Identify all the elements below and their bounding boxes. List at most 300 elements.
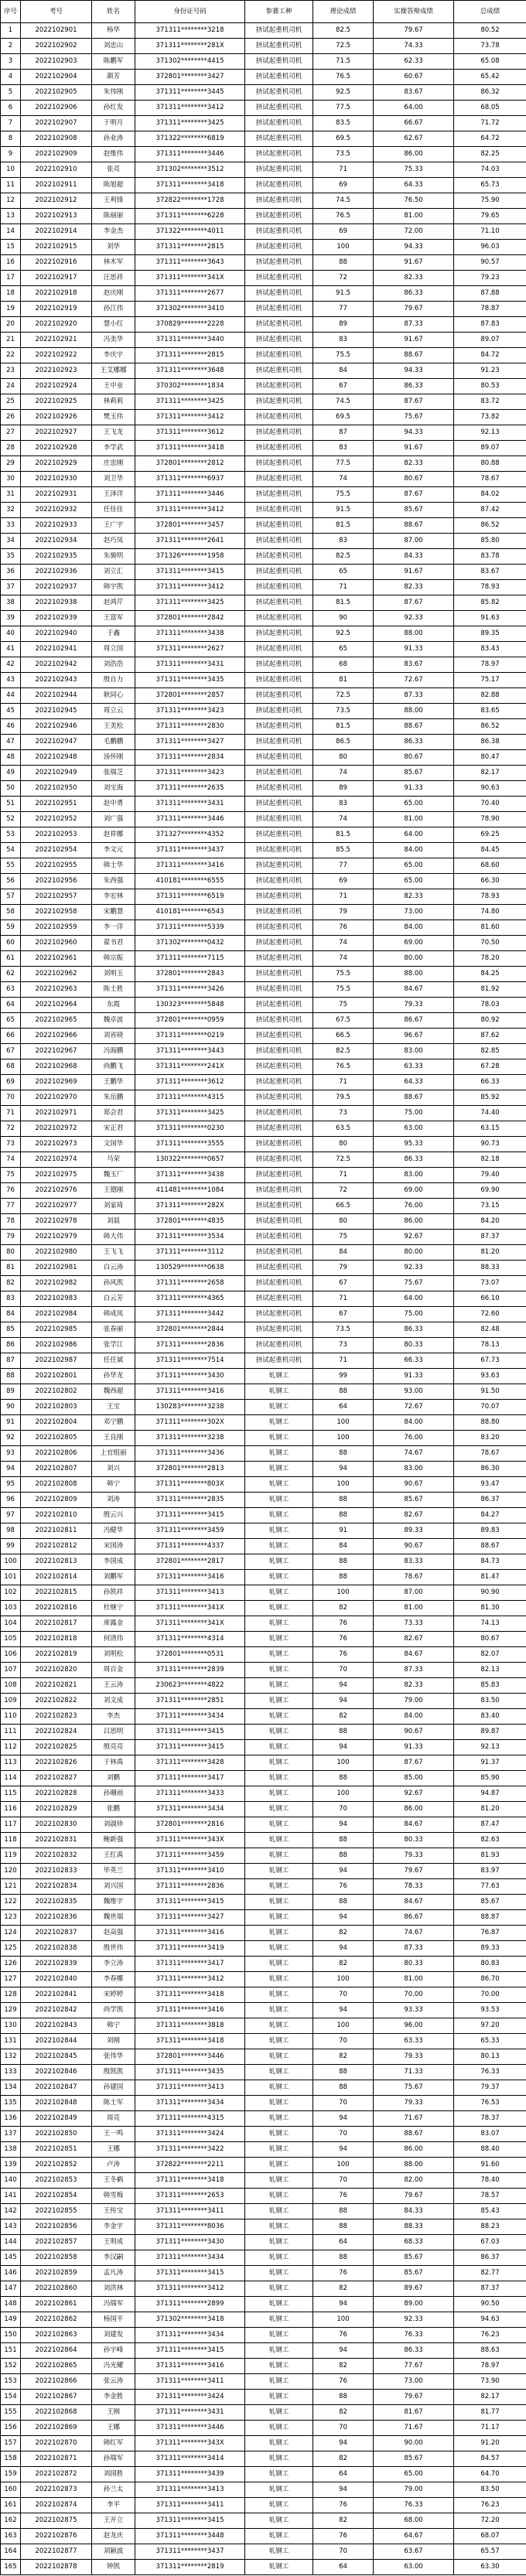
cell-practical-score: 87.67: [374, 487, 454, 503]
cell-exam-number: 2022102961: [21, 951, 92, 967]
cell-name: 赵高强: [92, 1926, 135, 1941]
cell-index: 150: [1, 2328, 21, 2343]
cell-name: 王鹏华: [92, 1075, 135, 1090]
table-row: [1, 363, 526, 379]
cell-total-score: 86.52: [454, 518, 526, 534]
cell-total-score: 91.50: [454, 1384, 526, 1400]
cell-index: 13: [1, 209, 21, 224]
cell-total-score: 85.43: [454, 2204, 526, 2219]
cell-exam-number: 2022102949: [21, 766, 92, 781]
cell-total-score: 68.05: [454, 101, 526, 116]
cell-exam-number: 2022102836: [21, 1910, 92, 1926]
cell-id-number: 372801********3446: [135, 2049, 245, 2065]
cell-id-number: 371311********7115: [135, 951, 245, 967]
cell-name: 赵庆刚: [92, 286, 135, 302]
cell-practical-score: 82.33: [374, 271, 454, 286]
cell-trade: 挤试起重机司机: [245, 1044, 313, 1059]
cell-exam-number: 2022102936: [21, 565, 92, 580]
table-row: [1, 1106, 526, 1121]
cell-practical-score: 86.67: [374, 1910, 454, 1926]
cell-trade: 挤试起重机司机: [245, 333, 313, 348]
cell-trade: 挤试起重机司机: [245, 1090, 313, 1106]
cell-practical-score: 73.33: [374, 1616, 454, 1632]
cell-practical-score: 92.33: [374, 1261, 454, 1276]
table-row: [1, 286, 526, 302]
cell-practical-score: 89.00: [374, 2297, 454, 2312]
cell-theory-score: 94: [313, 2142, 374, 2158]
cell-name: 张云涛: [92, 2374, 135, 2390]
cell-practical-score: 96.67: [374, 1029, 454, 1044]
cell-trade: 轧钢工: [245, 1725, 313, 1740]
cell-theory-score: 67: [313, 1276, 374, 1291]
cell-theory-score: 76: [313, 2189, 374, 2204]
cell-name: 王美松: [92, 719, 135, 735]
cell-index: 64: [1, 998, 21, 1013]
cell-id-number: 371311********3434: [135, 1709, 245, 1725]
cell-name: 刘卫华: [92, 472, 135, 487]
cell-practical-score: 79.33: [374, 2096, 454, 2111]
cell-trade: 挤试起重机司机: [245, 39, 313, 54]
cell-theory-score: 73.5: [313, 704, 374, 719]
cell-theory-score: 94: [313, 1462, 374, 1477]
cell-id-number: 371311********3437: [135, 843, 245, 858]
cell-total-score: 85.67: [454, 1895, 526, 1910]
cell-trade: 轧钢工: [245, 2266, 313, 2281]
cell-trade: 挤试起重机司机: [245, 967, 313, 982]
cell-total-score: 76.53: [454, 2096, 526, 2111]
table-row: [1, 580, 526, 595]
cell-name: 朱岳鹏: [92, 1090, 135, 1106]
cell-theory-score: 82: [313, 2049, 374, 2065]
table-row: [1, 1786, 526, 1802]
cell-id-number: 371311********3818: [135, 2018, 245, 2034]
cell-practical-score: 88.67: [374, 518, 454, 534]
cell-id-number: 371311********3446: [135, 147, 245, 162]
cell-trade: 轧钢工: [245, 1446, 313, 1462]
table-row: [1, 2436, 526, 2451]
cell-trade: 轧钢工: [245, 2250, 313, 2266]
cell-practical-score: 64.33: [374, 1075, 454, 1090]
cell-id-number: 371311********282X: [135, 1199, 245, 1214]
cell-id-number: 371311********3459: [135, 1848, 245, 1864]
cell-trade: 挤试起重机司机: [245, 858, 313, 874]
cell-total-score: 78.93: [454, 580, 526, 595]
cell-exam-number: 2022102850: [21, 2127, 92, 2142]
table-row: [1, 2219, 526, 2235]
table-row: [1, 2235, 526, 2250]
cell-trade: 轧钢工: [245, 1740, 313, 1755]
cell-total-score: 80.13: [454, 2049, 526, 2065]
cell-name: 王良刚: [92, 1431, 135, 1446]
cell-name: 慧小红: [92, 317, 135, 333]
cell-theory-score: 76: [313, 1879, 374, 1895]
table-row: [1, 1725, 526, 1740]
cell-theory-score: 82: [313, 2513, 374, 2529]
cell-total-score: 88.80: [454, 1415, 526, 1431]
cell-total-score: 94.63: [454, 2312, 526, 2328]
cell-theory-score: 94: [313, 2482, 374, 2498]
cell-exam-number: 2022102942: [21, 657, 92, 673]
table-row: [1, 1957, 526, 1972]
cell-practical-score: 92.67: [374, 1230, 454, 1245]
cell-practical-score: 69.00: [374, 936, 454, 951]
cell-id-number: 371311********2819: [135, 2560, 245, 2575]
cell-name: 孙红发: [92, 101, 135, 116]
cell-name: 鲍新强: [92, 1833, 135, 1848]
cell-exam-number: 2022102934: [21, 534, 92, 549]
cell-total-score: 84.02: [454, 487, 526, 503]
cell-name: 樊玉伟: [92, 410, 135, 425]
cell-id-number: 371311********3648: [135, 363, 245, 379]
cell-practical-score: 90.67: [374, 1477, 454, 1493]
cell-id-number: 371311********6228: [135, 209, 245, 224]
cell-exam-number: 2022102925: [21, 394, 92, 410]
cell-total-score: 78.57: [454, 2189, 526, 2204]
cell-name: 白云涛: [92, 1261, 135, 1276]
table-row: [1, 441, 526, 456]
cell-theory-score: 75.5: [313, 487, 374, 503]
table-row: [1, 2374, 526, 2390]
cell-exam-number: 2022102984: [21, 1307, 92, 1322]
cell-id-number: 371311********2835: [135, 1493, 245, 1508]
cell-practical-score: 88.00: [374, 626, 454, 642]
table-row: [1, 255, 526, 271]
cell-trade: 挤试起重机司机: [245, 565, 313, 580]
cell-total-score: 67.03: [454, 2235, 526, 2250]
table-row: [1, 1508, 526, 1523]
cell-name: 王艾娜娜: [92, 363, 135, 379]
cell-theory-score: 82.5: [313, 23, 374, 39]
table-row: [1, 1802, 526, 1817]
cell-name: 孙华龙: [92, 1369, 135, 1384]
cell-index: 60: [1, 936, 21, 951]
cell-index: 112: [1, 1740, 21, 1755]
cell-trade: 挤试起重机司机: [245, 920, 313, 936]
cell-exam-number: 2022102959: [21, 920, 92, 936]
cell-name: 李庆宇: [92, 348, 135, 363]
cell-total-score: 83.67: [454, 565, 526, 580]
cell-id-number: 371311********3534: [135, 1230, 245, 1245]
cell-name: 刘明玉: [92, 967, 135, 982]
cell-trade: 挤试起重机司机: [245, 1276, 313, 1291]
cell-exam-number: 2022102930: [21, 472, 92, 487]
cell-theory-score: 100: [313, 1477, 374, 1493]
cell-total-score: 78.67: [454, 472, 526, 487]
cell-theory-score: 88: [313, 2204, 374, 2219]
cell-exam-number: 2022102876: [21, 2529, 92, 2544]
cell-trade: 轧钢工: [245, 2173, 313, 2189]
cell-index: 141: [1, 2189, 21, 2204]
cell-theory-score: 70: [313, 2544, 374, 2560]
cell-name: 李宏林: [92, 889, 135, 905]
cell-index: 155: [1, 2405, 21, 2421]
cell-trade: 轧钢工: [245, 2049, 313, 2065]
cell-trade: 轧钢工: [245, 2343, 313, 2359]
table-row: [1, 1755, 526, 1771]
cell-id-number: 371311********3431: [135, 657, 245, 673]
table-row: [1, 549, 526, 565]
cell-practical-score: 86.33: [374, 2343, 454, 2359]
cell-total-score: 66.33: [454, 1075, 526, 1090]
table-row: [1, 827, 526, 843]
cell-theory-score: 99: [313, 1369, 374, 1384]
cell-id-number: 371311********341X: [135, 1601, 245, 1616]
cell-exam-number: 2022102970: [21, 1090, 92, 1106]
cell-trade: 轧钢工: [245, 1879, 313, 1895]
cell-total-score: 74.13: [454, 1616, 526, 1632]
cell-name: 刘家琦: [92, 1199, 135, 1214]
cell-total-score: 76.23: [454, 2328, 526, 2343]
cell-exam-number: 2022102952: [21, 812, 92, 827]
cell-index: 36: [1, 565, 21, 580]
cell-practical-score: 87.00: [374, 534, 454, 549]
cell-exam-number: 2022102823: [21, 1709, 92, 1725]
cell-index: 23: [1, 363, 21, 379]
cell-total-score: 83.50: [454, 1694, 526, 1709]
cell-total-score: 82.77: [454, 2266, 526, 2281]
cell-theory-score: 76: [313, 2266, 374, 2281]
table-row: [1, 858, 526, 874]
cell-id-number: 371311********3431: [135, 797, 245, 812]
cell-total-score: 85.82: [454, 595, 526, 611]
cell-exam-number: 2022102870: [21, 2436, 92, 2451]
cell-theory-score: 64: [313, 2235, 374, 2250]
cell-index: 55: [1, 858, 21, 874]
cell-id-number: 371322********6819: [135, 131, 245, 147]
table-row: [1, 302, 526, 317]
cell-index: 114: [1, 1771, 21, 1786]
cell-theory-score: 90: [313, 611, 374, 626]
cell-theory-score: 71: [313, 1291, 374, 1307]
cell-index: 156: [1, 2421, 21, 2436]
cell-trade: 轧钢工: [245, 1647, 313, 1663]
header-id-number: 身份证号码: [135, 1, 245, 23]
cell-index: 87: [1, 1353, 21, 1369]
cell-total-score: 85.83: [454, 1678, 526, 1694]
cell-trade: 挤试起重机司机: [245, 162, 313, 178]
cell-trade: 挤试起重机司机: [245, 781, 313, 797]
cell-name: 王利锋: [92, 193, 135, 209]
table-row: [1, 812, 526, 827]
cell-index: 43: [1, 673, 21, 688]
cell-total-score: 80.67: [454, 1632, 526, 1647]
cell-practical-score: 79.67: [374, 302, 454, 317]
cell-id-number: 411481********1084: [135, 1183, 245, 1199]
cell-practical-score: 64.00: [374, 101, 454, 116]
cell-exam-number: 2022102965: [21, 1013, 92, 1029]
cell-theory-score: 86.5: [313, 735, 374, 750]
cell-practical-score: 91.33: [374, 1740, 454, 1755]
table-row: [1, 162, 526, 178]
table-row: [1, 1214, 526, 1230]
cell-exam-number: 2022102908: [21, 131, 92, 147]
cell-practical-score: 91.33: [374, 781, 454, 797]
cell-exam-number: 2022102987: [21, 1353, 92, 1369]
cell-index: 95: [1, 1477, 21, 1493]
cell-index: 107: [1, 1663, 21, 1678]
cell-exam-number: 2022102943: [21, 673, 92, 688]
cell-exam-number: 2022102843: [21, 2018, 92, 2034]
cell-practical-score: 94.33: [374, 240, 454, 255]
cell-id-number: 371311********281X: [135, 39, 245, 54]
cell-exam-number: 2022102835: [21, 1895, 92, 1910]
cell-id-number: 371311********3416: [135, 2003, 245, 2018]
cell-id-number: 371311********2677: [135, 286, 245, 302]
cell-index: 78: [1, 1214, 21, 1230]
cell-exam-number: 2022102852: [21, 2158, 92, 2173]
cell-index: 24: [1, 379, 21, 394]
table-row: [1, 1539, 526, 1554]
cell-id-number: 371311********3438: [135, 626, 245, 642]
cell-index: 31: [1, 487, 21, 503]
cell-index: 34: [1, 534, 21, 549]
table-row: [1, 2250, 526, 2266]
cell-id-number: 371311********3418: [135, 178, 245, 193]
cell-theory-score: 88: [313, 1833, 374, 1848]
cell-index: 83: [1, 1291, 21, 1307]
cell-id-number: 372801********2812: [135, 456, 245, 472]
cell-name: 李金杰: [92, 224, 135, 240]
cell-practical-score: 85.67: [374, 1493, 454, 1508]
cell-index: 120: [1, 1864, 21, 1879]
cell-theory-score: 81: [313, 673, 374, 688]
cell-trade: 挤试起重机司机: [245, 766, 313, 781]
cell-name: 冯瑞军: [92, 2297, 135, 2312]
cell-practical-score: 65.00: [374, 2467, 454, 2482]
cell-trade: 挤试起重机司机: [245, 595, 313, 611]
cell-index: 132: [1, 2049, 21, 2065]
table-row: [1, 1879, 526, 1895]
cell-total-score: 63.30: [454, 2560, 526, 2575]
cell-id-number: 371311********3436: [135, 1446, 245, 1462]
cell-name: 李金胜: [92, 2390, 135, 2405]
cell-theory-score: 82: [313, 2405, 374, 2421]
cell-trade: 轧钢工: [245, 1384, 313, 1400]
cell-index: 48: [1, 750, 21, 766]
cell-total-score: 82.17: [454, 766, 526, 781]
cell-index: 113: [1, 1755, 21, 1771]
cell-practical-score: 83.00: [374, 1044, 454, 1059]
cell-exam-number: 2022102933: [21, 518, 92, 534]
cell-trade: 挤试起重机司机: [245, 688, 313, 704]
cell-total-score: 91.37: [454, 1755, 526, 1771]
cell-theory-score: 82: [313, 1601, 374, 1616]
cell-name: 李立涛: [92, 1957, 135, 1972]
cell-total-score: 70.07: [454, 1400, 526, 1415]
table-row: [1, 534, 526, 549]
cell-exam-number: 2022102818: [21, 1632, 92, 1647]
cell-exam-number: 2022102935: [21, 549, 92, 565]
cell-trade: 挤试起重机司机: [245, 116, 313, 131]
cell-index: 75: [1, 1168, 21, 1183]
cell-total-score: 71.10: [454, 224, 526, 240]
cell-practical-score: 93.33: [374, 2003, 454, 2018]
cell-total-score: 70.00: [454, 1987, 526, 2003]
cell-exam-number: 2022102830: [21, 1817, 92, 1833]
table-row: [1, 1152, 526, 1168]
cell-index: 100: [1, 1554, 21, 1570]
cell-trade: 挤试起重机司机: [245, 750, 313, 766]
cell-name: 耿同心: [92, 688, 135, 704]
cell-theory-score: 100: [313, 240, 374, 255]
cell-total-score: 73.15: [454, 1199, 526, 1214]
cell-trade: 挤试起重机司机: [245, 147, 313, 162]
table-row: [1, 317, 526, 333]
cell-id-number: 371311********4315: [135, 2111, 245, 2127]
cell-id-number: 371311********3411: [135, 2374, 245, 2390]
cell-total-score: 73.78: [454, 39, 526, 54]
cell-practical-score: 82.33: [374, 889, 454, 905]
table-row: [1, 1245, 526, 1261]
header-row: [1, 1, 526, 23]
cell-theory-score: 75.5: [313, 967, 374, 982]
cell-theory-score: 74: [313, 812, 374, 827]
cell-total-score: 75.17: [454, 673, 526, 688]
cell-theory-score: 72: [313, 1183, 374, 1199]
cell-index: 126: [1, 1957, 21, 1972]
cell-total-score: 78.37: [454, 2111, 526, 2127]
cell-name: 周立云: [92, 704, 135, 719]
cell-theory-score: 72.5: [313, 1152, 374, 1168]
cell-practical-score: 88.67: [374, 348, 454, 363]
cell-index: 159: [1, 2467, 21, 2482]
cell-exam-number: 2022102867: [21, 2390, 92, 2405]
cell-exam-number: 2022102909: [21, 147, 92, 162]
cell-index: 153: [1, 2374, 21, 2390]
cell-name: 陈鹏军: [92, 54, 135, 70]
cell-practical-score: 86.00: [374, 2142, 454, 2158]
cell-trade: 轧钢工: [245, 2127, 313, 2142]
cell-theory-score: 76.5: [313, 1059, 374, 1075]
table-row: [1, 1446, 526, 1462]
cell-index: 123: [1, 1910, 21, 1926]
cell-theory-score: 76: [313, 2328, 374, 2343]
cell-practical-score: 79.33: [374, 2049, 454, 2065]
cell-name: 李文元: [92, 843, 135, 858]
table-row: [1, 750, 526, 766]
cell-exam-number: 2022102981: [21, 1261, 92, 1276]
cell-index: 9: [1, 147, 21, 162]
table-row: [1, 85, 526, 101]
cell-total-score: 74.40: [454, 1106, 526, 1121]
table-row: [1, 147, 526, 162]
cell-name: 吕思明: [92, 1725, 135, 1740]
cell-practical-score: 76.33: [374, 2328, 454, 2343]
cell-theory-score: 88: [313, 2250, 374, 2266]
table-row: [1, 394, 526, 410]
cell-theory-score: 68: [313, 657, 374, 673]
cell-name: 刘刚: [92, 2034, 135, 2049]
cell-total-score: 65.73: [454, 178, 526, 193]
cell-practical-score: 88.33: [374, 2219, 454, 2235]
cell-id-number: 371311********3412: [135, 1972, 245, 1987]
cell-total-score: 97.20: [454, 2018, 526, 2034]
table-row: [1, 1864, 526, 1879]
cell-trade: 挤试起重机司机: [245, 1291, 313, 1307]
cell-theory-score: 73.5: [313, 147, 374, 162]
cell-trade: 轧钢工: [245, 1771, 313, 1786]
table-row: [1, 240, 526, 255]
cell-exam-number: 2022102926: [21, 410, 92, 425]
table-row: [1, 1895, 526, 1910]
cell-exam-number: 2022102931: [21, 487, 92, 503]
cell-name: 魏维宇: [92, 1895, 135, 1910]
cell-total-score: 65.42: [454, 70, 526, 85]
cell-total-score: 83.20: [454, 1431, 526, 1446]
cell-theory-score: 94: [313, 1817, 374, 1833]
cell-exam-number: 2022102986: [21, 1338, 92, 1353]
table-row: [1, 1647, 526, 1663]
